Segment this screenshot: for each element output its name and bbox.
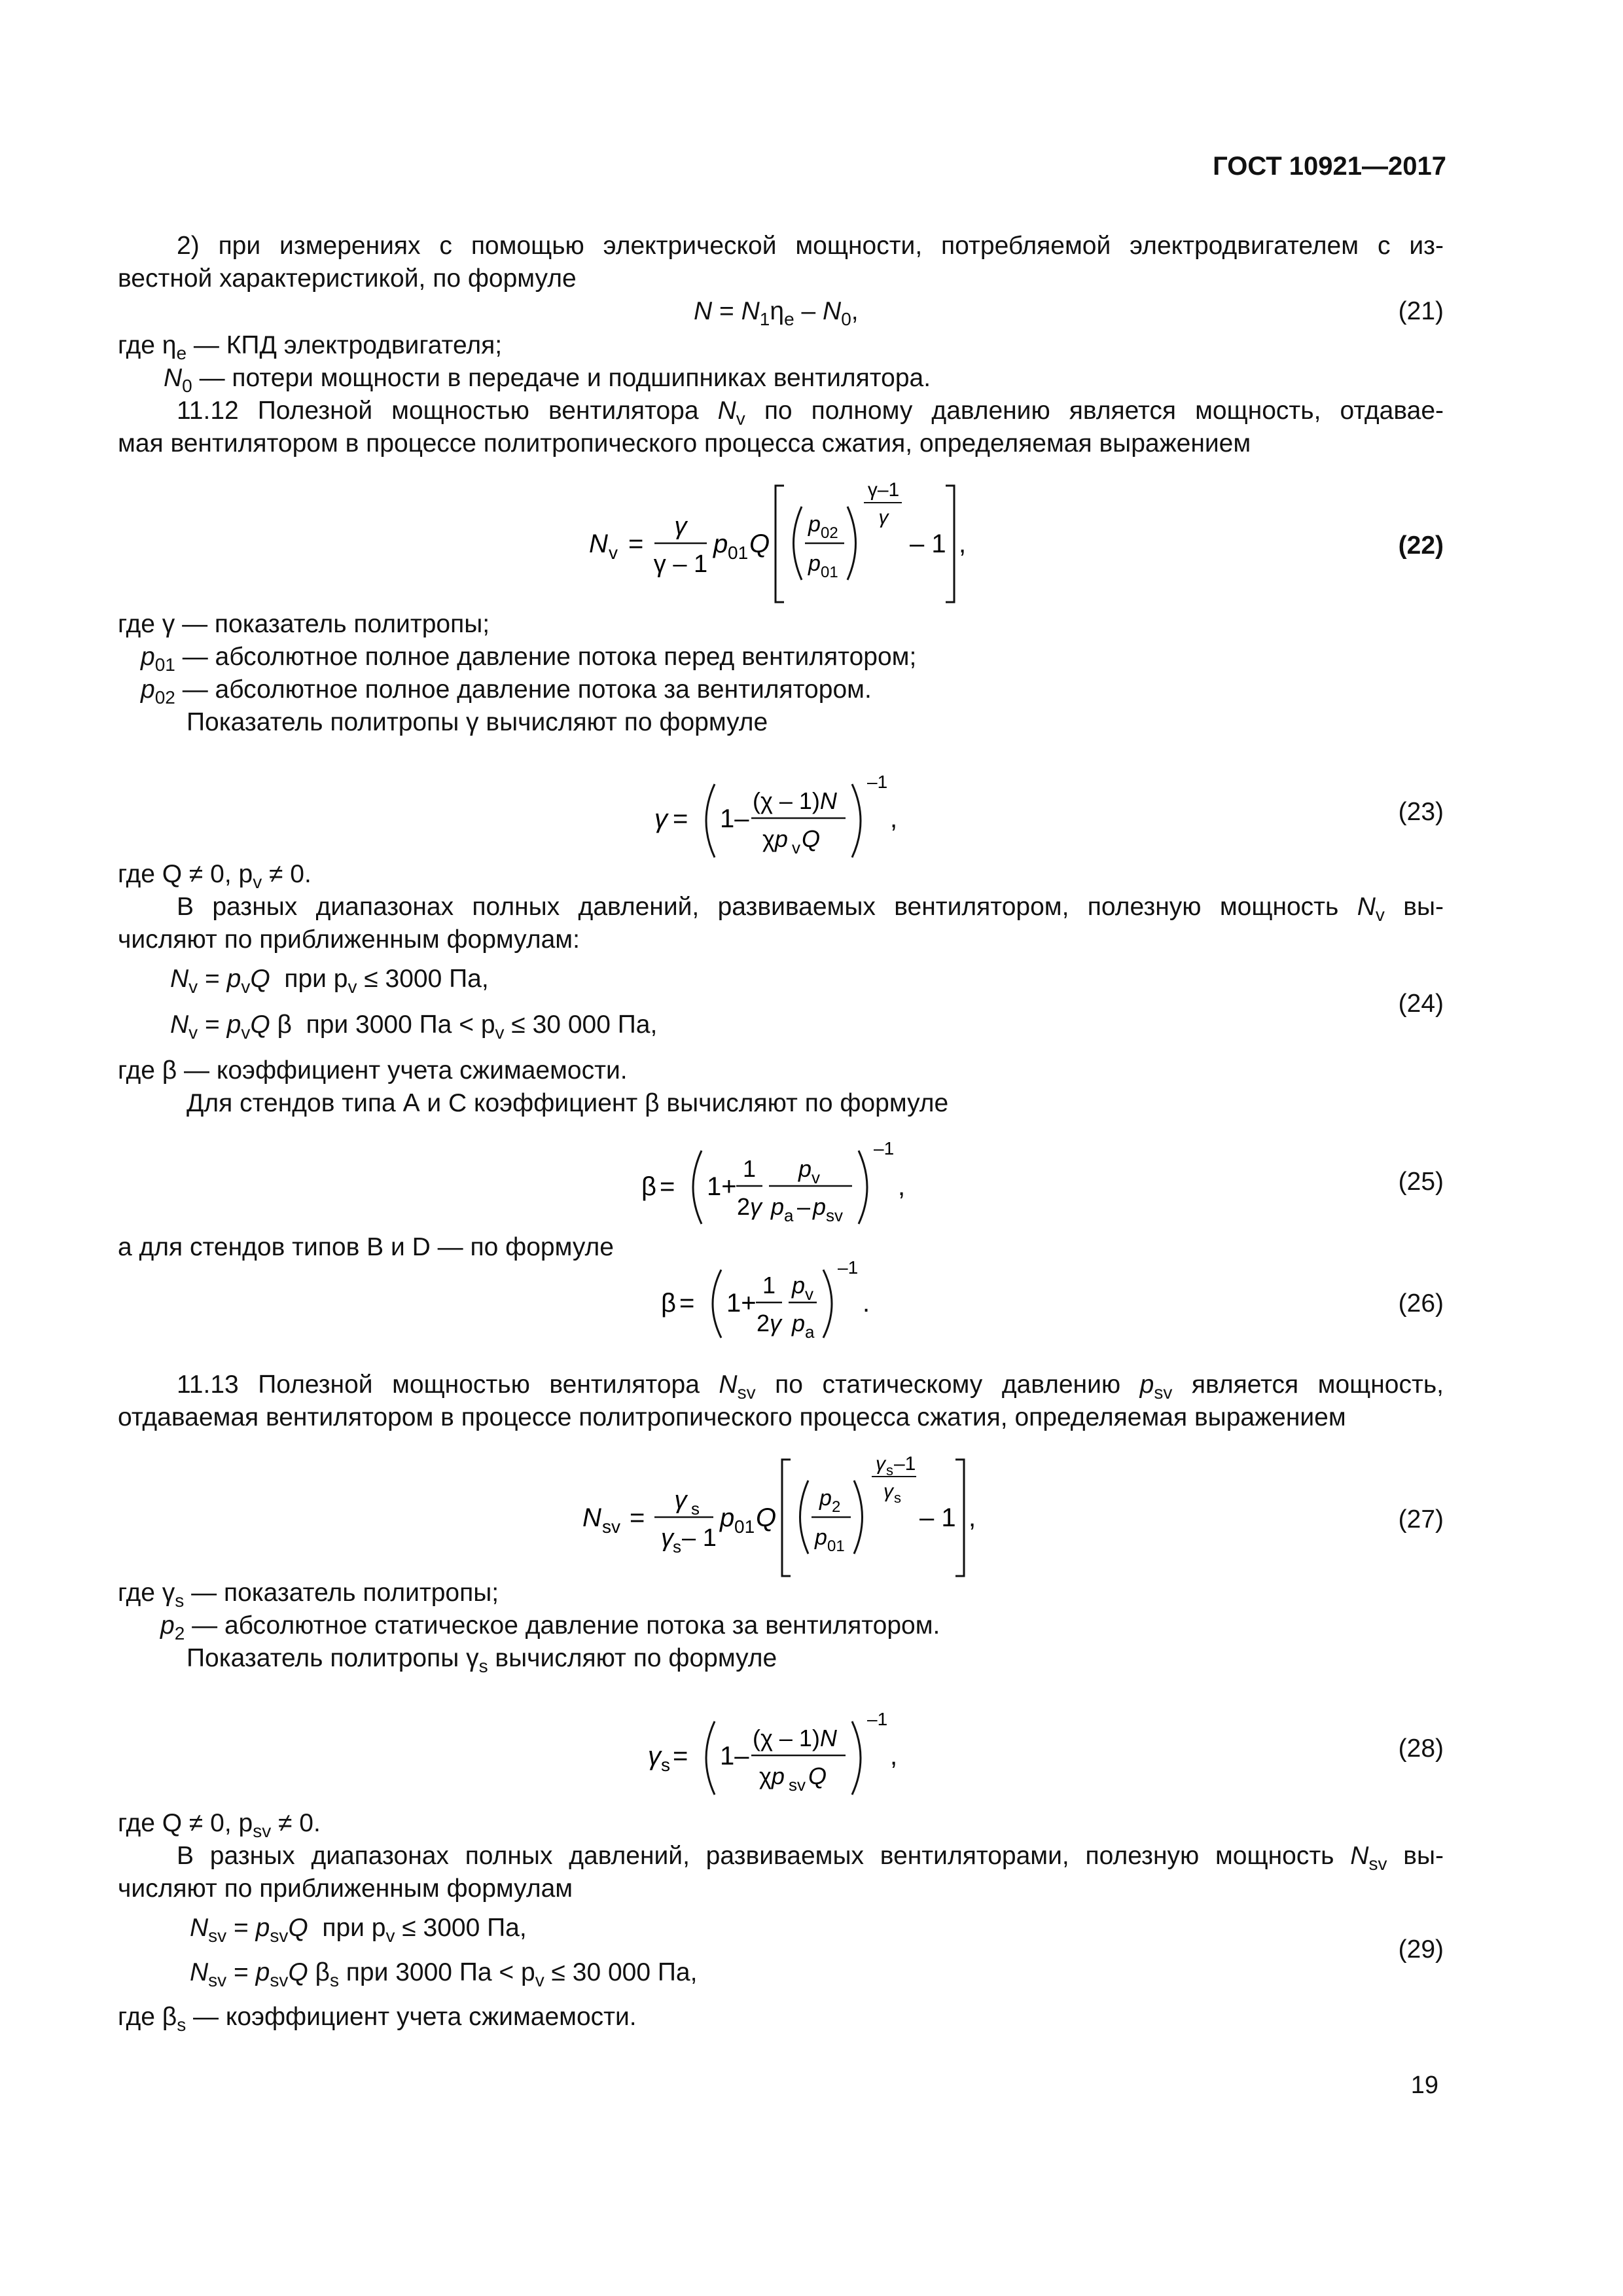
svg-text:– 1: – 1 xyxy=(910,529,946,558)
paragraph-line: 11.13 Полезной мощностью вентилятора $N_{sv}$ по статическому давлению $p_{sv}$ является мощность, xyxy=(177,1371,1444,1403)
svg-text:p: p xyxy=(792,1272,806,1299)
equation-number: (27) xyxy=(1398,1505,1444,1534)
svg-text:2γ: 2γ xyxy=(736,1193,762,1220)
equation-29-row: $N_{sv} = p_{sv}Q$ $\beta_s$ при 3000 Па < $p_v \le 30$ 000 Па, xyxy=(190,1958,698,1990)
equation-number: (25) xyxy=(1398,1168,1444,1196)
svg-text:Q: Q xyxy=(802,825,821,852)
svg-text:p: p xyxy=(713,529,728,558)
definition-line: где γ — показатель политропы; xyxy=(118,610,490,638)
svg-text:.: . xyxy=(863,1289,870,1318)
equation-28 xyxy=(648,1703,936,1814)
equation-21: $N = N_1\eta_e - N_0$, xyxy=(694,297,859,329)
svg-text:γ: γ xyxy=(674,1486,687,1514)
svg-text:02: 02 xyxy=(821,524,838,542)
svg-text:Q: Q xyxy=(808,1763,827,1789)
svg-text:γ–1: γ–1 xyxy=(867,479,900,501)
svg-text:1–: 1– xyxy=(720,1742,749,1770)
equation-24-row: $N_v = p_vQ$ β при 3000 Па < $p_v \le 30$ 000 Па, xyxy=(170,1011,658,1043)
svg-text:γ – 1: γ – 1 xyxy=(653,550,708,578)
document-header-standard: ГОСТ 10921—2017 xyxy=(1213,152,1446,181)
svg-text:v: v xyxy=(812,1168,820,1187)
svg-text:=: = xyxy=(630,1503,645,1532)
svg-text:01: 01 xyxy=(821,564,838,581)
svg-text:N: N xyxy=(582,1503,601,1532)
svg-text:p: p xyxy=(815,1525,827,1550)
svg-text:γ: γ xyxy=(648,1742,661,1770)
svg-text:=: = xyxy=(673,1742,688,1770)
paragraph-line: а для стендов типов В и D — по формуле xyxy=(118,1233,614,1261)
definition-line: $N_0$ — потери мощности в передаче и подшипниках вентилятора. xyxy=(164,364,931,396)
svg-text:1: 1 xyxy=(762,1272,776,1299)
svg-text:01: 01 xyxy=(734,1516,755,1537)
paragraph-line: вестной характеристикой, по формуле xyxy=(118,264,577,293)
equation-23 xyxy=(654,766,929,877)
svg-text:,: , xyxy=(890,1742,898,1770)
svg-text:p: p xyxy=(720,1503,735,1532)
svg-text:p: p xyxy=(798,1155,812,1182)
definition-line: где $\gamma_s$ — показатель политропы; xyxy=(118,1579,499,1611)
equation-22 xyxy=(589,473,995,617)
svg-text:01: 01 xyxy=(827,1537,845,1555)
definition-line: $p_{01}$ — абсолютное полное давление потока перед вентилятором; xyxy=(141,643,917,675)
paragraph-line: Показатель политропы γ вычисляют по формуле xyxy=(187,708,768,736)
svg-text:(χ – 1)N: (χ – 1)N xyxy=(753,787,837,814)
paragraph-line: числяют по приближенным формулам xyxy=(118,1874,573,1903)
paragraph-line: 2) при измерениях с помощью электрической мощности, потребляемой электродвигателем с из- xyxy=(177,232,1444,260)
equation-24-row: $N_v = p_vQ$ при $p_v \le 3000$ Па, xyxy=(170,965,489,997)
svg-text:–1: –1 xyxy=(874,1138,895,1158)
svg-text:=: = xyxy=(673,804,688,833)
svg-text:γ: γ xyxy=(876,1453,885,1475)
paragraph-line: В разных диапазонах полных давлений, развиваемых вентиляторами, полезную мощность $N_{sv}$ вы- xyxy=(177,1842,1444,1874)
equation-27 xyxy=(582,1446,1001,1590)
svg-text:2γ: 2γ xyxy=(756,1310,782,1336)
paragraph-line: мая вентилятором в процессе политропического процесса сжатия, определяемая выражением xyxy=(118,429,1251,457)
svg-text:–: – xyxy=(797,1193,811,1220)
svg-text:,: , xyxy=(890,804,898,833)
svg-text:s: s xyxy=(673,1537,681,1556)
definition-line: где β — коэффициент учета сжимаемости. xyxy=(118,1056,628,1085)
svg-text:–1: –1 xyxy=(894,1453,916,1475)
svg-text:p: p xyxy=(771,1193,785,1220)
definition-line: где $\beta_s$ — коэффициент учета сжимаемости. xyxy=(118,2003,637,2035)
svg-text:sv: sv xyxy=(826,1206,843,1225)
equation-number: (26) xyxy=(1398,1289,1444,1318)
svg-text:γ: γ xyxy=(661,1524,673,1552)
svg-text:Q: Q xyxy=(756,1503,777,1532)
svg-text:p: p xyxy=(819,1486,832,1511)
equation-number: (29) xyxy=(1398,1935,1444,1964)
svg-text:v: v xyxy=(792,838,800,857)
svg-text:γ: γ xyxy=(654,804,668,833)
svg-text:,: , xyxy=(898,1172,906,1201)
svg-text:(χ – 1)N: (χ – 1)N xyxy=(753,1725,837,1751)
svg-text:γ: γ xyxy=(883,1480,893,1502)
svg-text:β: β xyxy=(661,1289,677,1318)
definition-line: $p_2$ — абсолютное статическое давление потока за вентилятором. xyxy=(160,1611,940,1643)
equation-number: (24) xyxy=(1398,990,1444,1018)
paragraph-line: В разных диапазонах полных давлений, развиваемых вентилятором, полезную мощность $N_v$ вы- xyxy=(177,893,1444,925)
equation-29-row: $N_{sv} = p_{sv}Q$ при $p_v \le 3000$ Па, xyxy=(190,1914,527,1946)
svg-text:v: v xyxy=(609,543,618,563)
paragraph-line: Для стендов типа А и С коэффициент β вычисляют по формуле xyxy=(187,1089,949,1117)
svg-text:Q: Q xyxy=(749,529,770,558)
equation-number: (22) xyxy=(1398,531,1444,560)
svg-text:–1: –1 xyxy=(838,1257,859,1278)
svg-text:,: , xyxy=(969,1503,976,1532)
svg-text:p: p xyxy=(813,1193,827,1220)
condition-line: где Q ≠ 0, $p_{sv} \ne 0$. xyxy=(118,1809,321,1841)
svg-text:sv: sv xyxy=(602,1516,620,1537)
svg-text:1+: 1+ xyxy=(707,1172,737,1201)
svg-text:=: = xyxy=(660,1172,675,1201)
svg-text:2: 2 xyxy=(832,1498,841,1516)
paragraph-line: отдаваемая вентилятором в процессе политропического процесса сжатия, определяемая выражением xyxy=(118,1403,1346,1431)
svg-text:p: p xyxy=(808,512,821,537)
svg-text:– 1: – 1 xyxy=(919,1503,956,1532)
svg-text:N: N xyxy=(589,529,608,558)
svg-text:1: 1 xyxy=(742,1155,757,1182)
svg-text:γ: γ xyxy=(674,512,687,540)
svg-text:p: p xyxy=(808,551,821,576)
svg-text:=: = xyxy=(628,529,644,558)
equation-number: (21) xyxy=(1398,297,1444,325)
svg-text:χp: χp xyxy=(762,825,788,852)
page-number: 19 xyxy=(1410,2072,1438,2099)
equation-25 xyxy=(641,1132,929,1244)
paragraph-line: числяют по приближенным формулам: xyxy=(118,925,580,954)
svg-text:p: p xyxy=(792,1310,806,1336)
svg-text:a: a xyxy=(805,1322,815,1342)
svg-text:1–: 1– xyxy=(720,804,749,833)
svg-text:s: s xyxy=(661,1755,670,1775)
svg-text:s: s xyxy=(691,1499,700,1518)
paragraph-line: 11.12 Полезной мощностью вентилятора $N_v$ по полному давлению является мощность, отдавае- xyxy=(177,397,1444,429)
svg-text:=: = xyxy=(679,1289,695,1318)
equation-26 xyxy=(661,1254,910,1352)
svg-text:1+: 1+ xyxy=(726,1289,757,1318)
condition-line: где Q ≠ 0, $p_v \ne 0$. xyxy=(118,860,312,892)
svg-text:,: , xyxy=(959,529,967,558)
svg-text:χp: χp xyxy=(759,1763,785,1789)
svg-text:s: s xyxy=(894,1490,901,1506)
svg-text:01: 01 xyxy=(728,543,749,563)
svg-text:sv: sv xyxy=(789,1775,806,1795)
equation-number: (23) xyxy=(1398,798,1444,826)
svg-text:– 1: – 1 xyxy=(682,1524,717,1552)
equation-number: (28) xyxy=(1398,1734,1444,1763)
definition-line: где $\eta_e$ — КПД электродвигателя; xyxy=(118,331,503,363)
svg-text:s: s xyxy=(886,1462,893,1479)
svg-text:γ: γ xyxy=(878,507,889,528)
svg-text:a: a xyxy=(784,1206,794,1225)
svg-text:v: v xyxy=(805,1284,813,1304)
svg-text:–1: –1 xyxy=(867,1709,888,1729)
definition-line: $p_{02}$ — абсолютное полное давление потока за вентилятором. xyxy=(141,675,872,708)
svg-text:β: β xyxy=(641,1172,657,1201)
paragraph-line: Показатель политропы $\gamma_s$ вычисляют по формуле xyxy=(187,1644,777,1676)
svg-text:–1: –1 xyxy=(867,772,888,792)
